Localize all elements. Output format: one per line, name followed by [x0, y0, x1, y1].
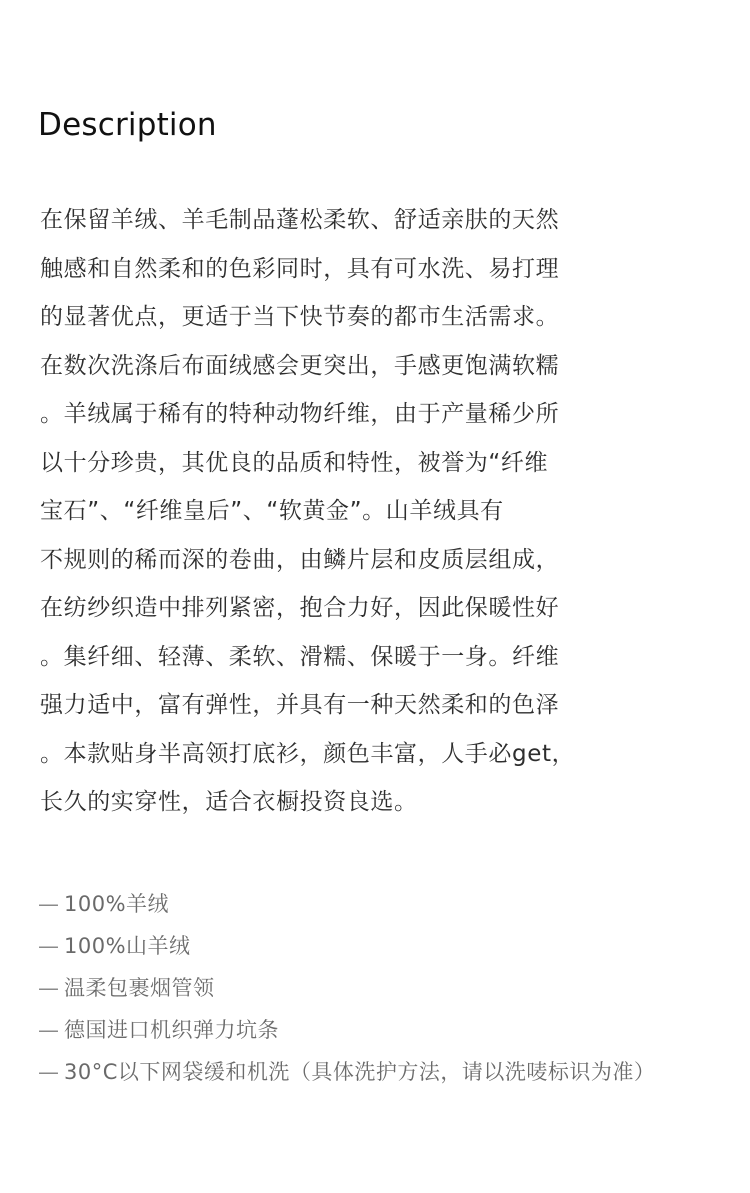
description-line: 在保留羊绒、羊毛制品蓬松柔软、舒适亲肤的天然 [40, 207, 560, 233]
description-line: 在数次洗涤后布面绒感会更突出，手感更饱满软糯 [40, 352, 560, 379]
description-line: 宝石”、“纤维皇后”、“软黄金”。山羊绒具有 [40, 498, 504, 524]
description-line: 长久的实穿性，适合衣橱投资良选。 [40, 789, 418, 815]
dash-bullet: — [38, 1060, 60, 1084]
spec-item [38, 883, 708, 925]
spec-item [38, 925, 708, 967]
description-line: 。羊绒属于稀有的特种动物纤维，由于产量稀少所 [40, 401, 560, 427]
dash-bullet: — [38, 976, 60, 1000]
spec-item [38, 967, 708, 1009]
spec-text: 100%羊绒 [64, 892, 170, 916]
spec-item [38, 1051, 708, 1093]
description-line: 以十分珍贵，其优良的品质和特性，被誉为“纤维 [40, 449, 549, 476]
spec-text: 30°C以下网袋缓和机洗（具体洗护方法，请以洗唛标识为准） [64, 1060, 656, 1084]
description-line: 强力适中，富有弹性，并具有一种天然柔和的色泽 [40, 692, 560, 718]
description-text [40, 196, 660, 827]
page-title: Description [38, 106, 217, 143]
description-line: 不规则的稀而深的卷曲，由鳞片层和皮质层组成， [40, 546, 560, 573]
spec-text: 温柔包裹烟管领 [64, 976, 215, 1000]
description-line: 在纺纱织造中排列紧密，抱合力好，因此保暖性好 [40, 595, 560, 621]
spec-text: 德国进口机织弹力坑条 [64, 1018, 279, 1042]
spec-list [38, 883, 708, 1093]
description-line: 。本款贴身半高领打底衫，颜色丰富，人手必get， [40, 740, 576, 767]
dash-bullet: — [38, 892, 60, 916]
dash-bullet: — [38, 934, 60, 958]
spec-text: 100%山羊绒 [64, 934, 191, 958]
dash-bullet: — [38, 1018, 60, 1042]
description-line: 的显著优点，更适于当下快节奏的都市生活需求。 [40, 304, 560, 330]
description-line: 触感和自然柔和的色彩同时，具有可水洗、易打理 [40, 255, 560, 282]
description-line: 。集纤细、轻薄、柔软、滑糯、保暖于一身。纤维 [40, 643, 560, 670]
spec-item [38, 1009, 708, 1051]
